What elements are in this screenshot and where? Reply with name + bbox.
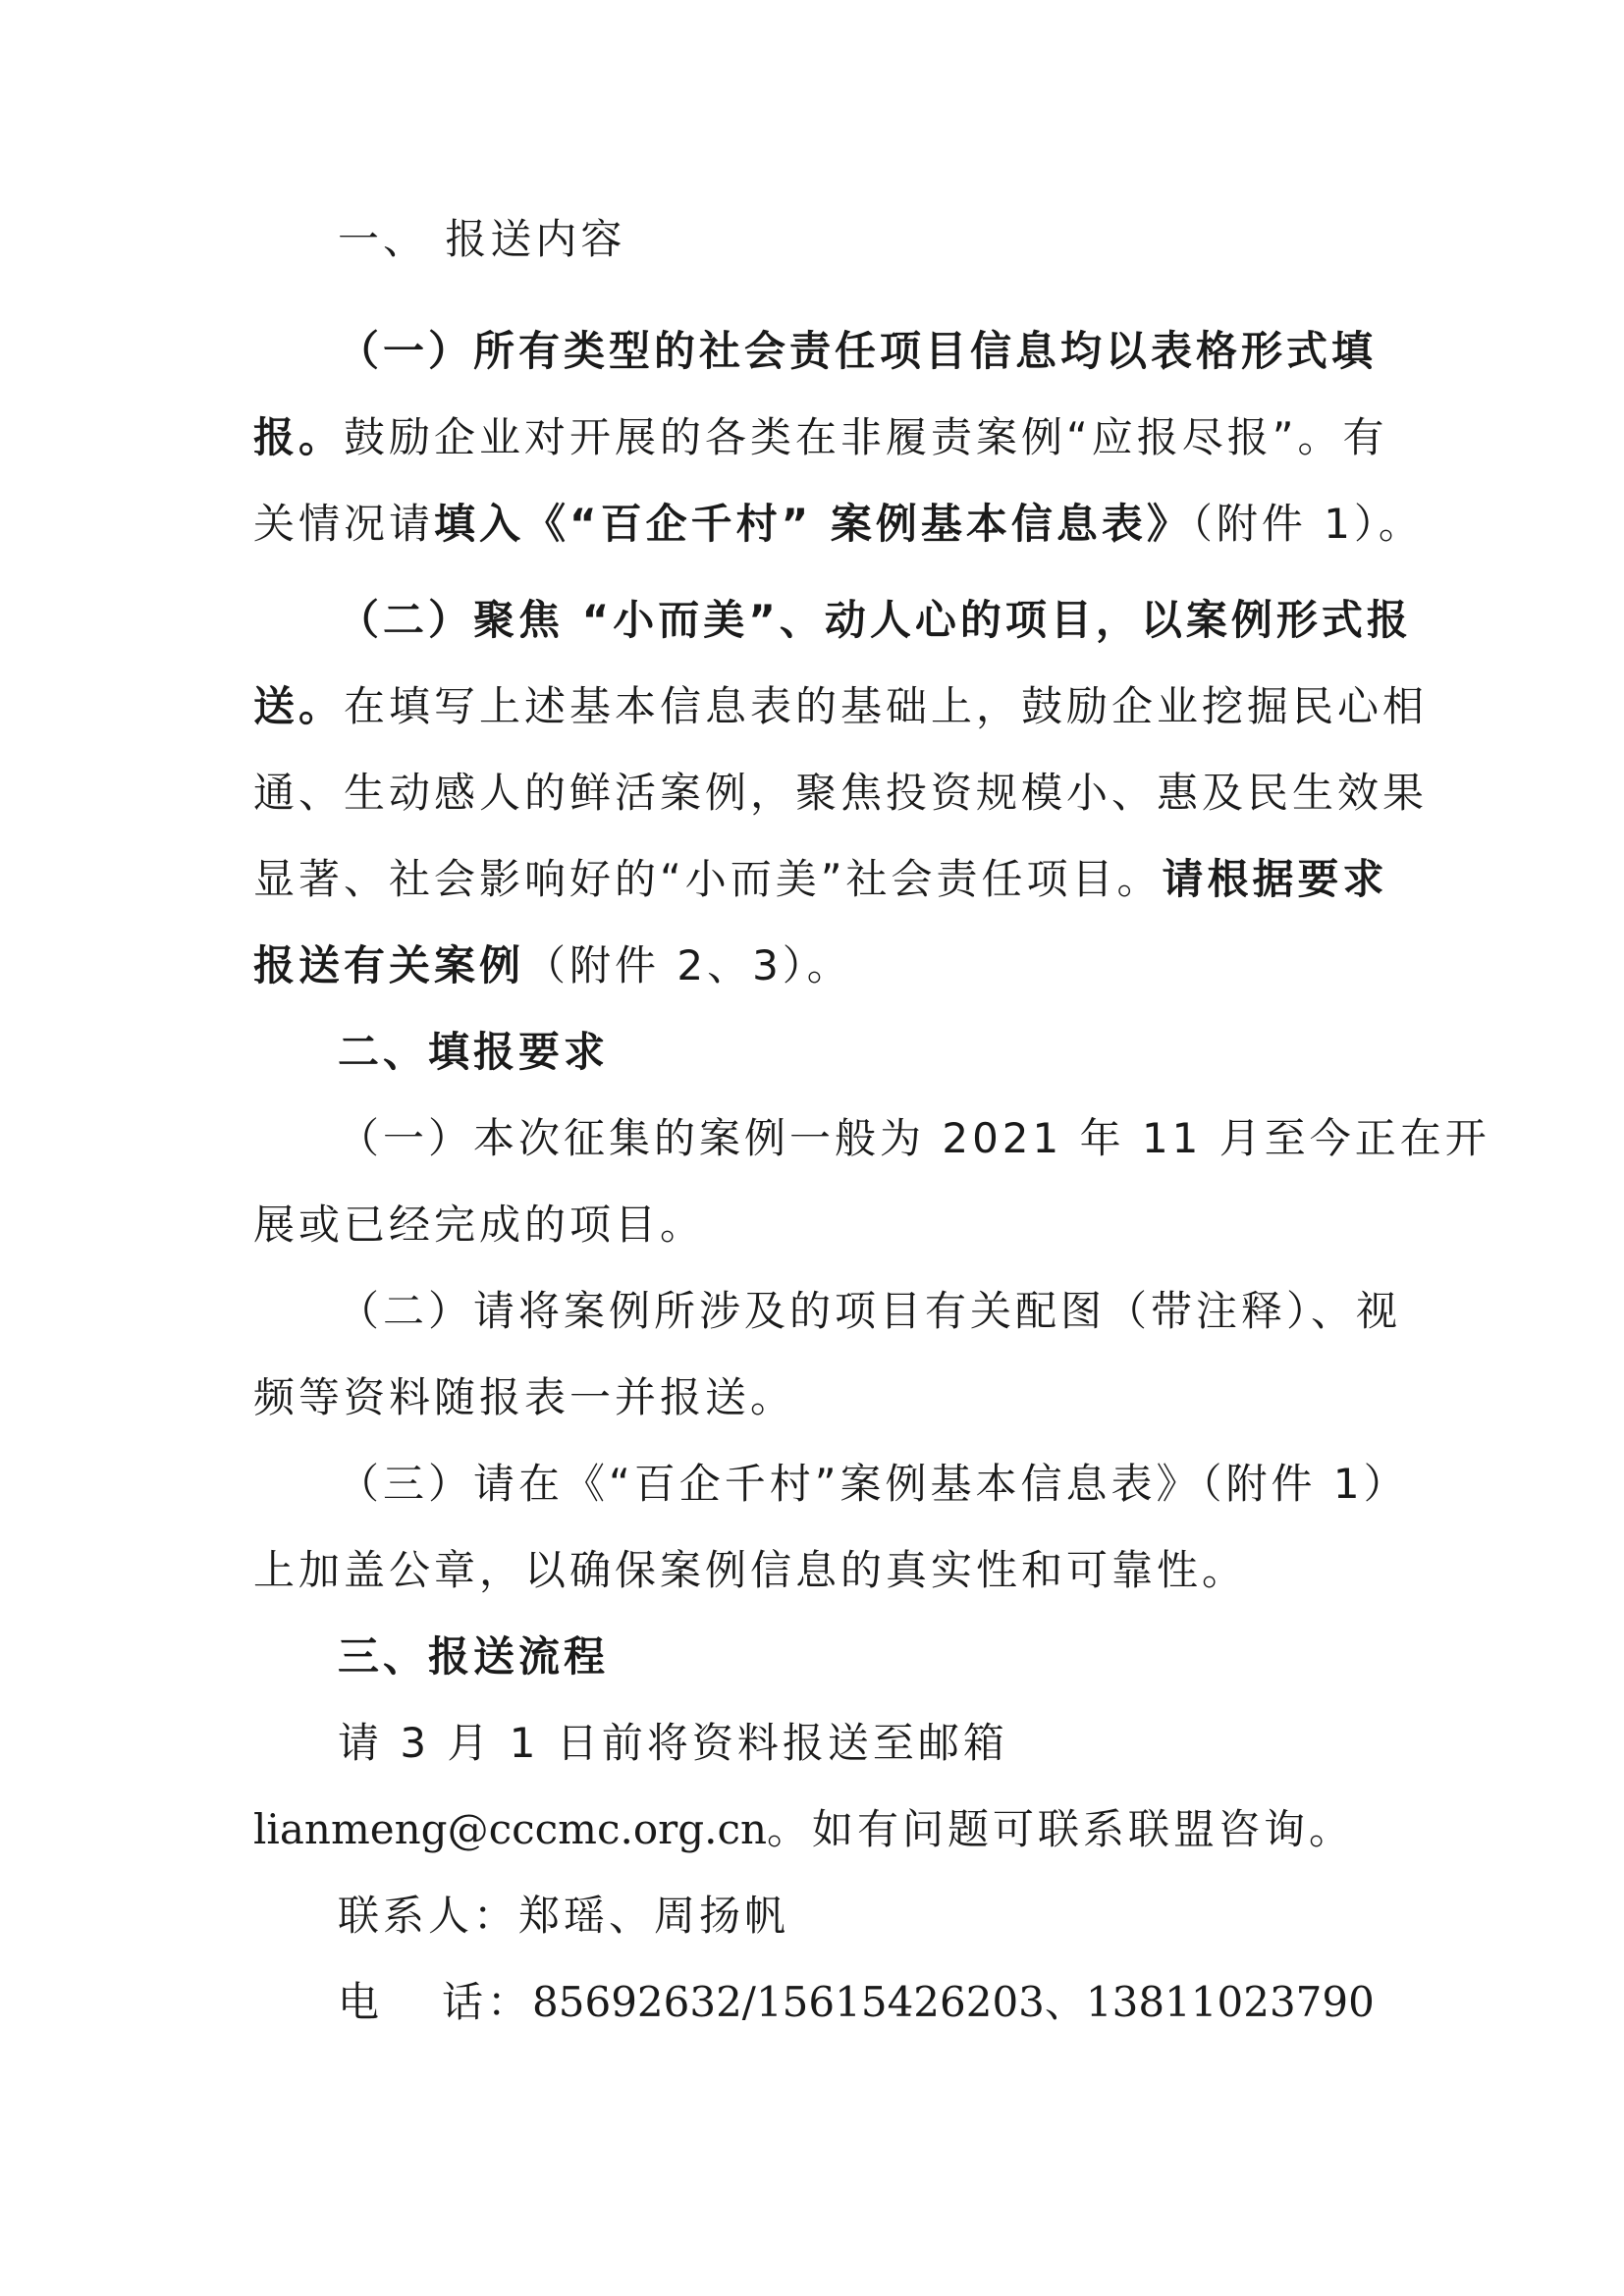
section3-line1 [253, 1700, 1382, 1787]
section2-heading [253, 1009, 1382, 1095]
section1-item1-bold-b: 报。 [253, 413, 345, 461]
section2-item3-line1 [253, 1441, 1409, 1527]
section1-heading [253, 196, 1382, 283]
section1-item2-tail-e: （附件 2、3）。 [524, 941, 852, 989]
contact-email-link[interactable]: lianmeng@cccmc.org.cn [253, 1805, 768, 1853]
section1-item1-line2 [253, 395, 1388, 481]
section1-item1-line3 [253, 481, 1424, 567]
section1-item1-line1 [253, 308, 1382, 395]
section1-item2-bold-a: （二）聚焦 “小而美”、动人心的项目，以案例形式报 [338, 596, 1412, 644]
section1-item2-line2 [253, 664, 1429, 750]
section1-item2-line5 [253, 923, 1382, 1009]
section2-item1-line2 [253, 1182, 1382, 1268]
section3-line2-tail: 。如有问题可联系联盟咨询。 [767, 1805, 1355, 1853]
section1-item1-text-b: 鼓励企业对开展的各类在非履责案例“应报尽报”。有 [344, 413, 1388, 461]
section2-item2-line2 [253, 1355, 1382, 1441]
section1-item1-bold-c: 填入《“百企千村” 案例基本信息表》 [434, 500, 1192, 548]
section1-item2-line3 [253, 750, 1429, 836]
phone-label-b: 话： [442, 1978, 533, 2026]
contact-phone-line [253, 1959, 1382, 2046]
section1-item2-line4 [253, 836, 1388, 923]
section2-item1-line1 [253, 1095, 1490, 1182]
section1-heading-text: 一、 报送内容 [338, 215, 626, 263]
section2-item3-text-b: 上加盖公章，以确保案例信息的真实性和可靠性。 [253, 1546, 1248, 1594]
section1-item2-text-d: 显著、社会影响好的“小而美”社会责任项目。 [253, 855, 1163, 903]
section3-line2 [253, 1787, 1382, 1873]
section2-item3-text-a: （三）请在《“百企千村”案例基本信息表》（附件 1） [338, 1460, 1409, 1508]
section2-item3-line2 [253, 1527, 1382, 1614]
section3-heading [253, 1614, 1382, 1700]
section2-item1-text-b: 展或已经完成的项目。 [253, 1201, 706, 1249]
section1-item2-text-b: 在填写上述基本信息表的基础上，鼓励企业挖掘民心相 [344, 682, 1429, 730]
phone-label-a: 电 [338, 1978, 384, 2026]
section3-submission-text: 请 3 月 1 日前将资料报送至邮箱 [338, 1719, 1008, 1767]
section2-item2-line1 [253, 1268, 1402, 1355]
section1-item2-bold-d: 请根据要求 [1162, 855, 1388, 903]
section1-item1-bold-a: （一）所有类型的社会责任项目信息均以表格形式填 [338, 327, 1378, 375]
section1-item1-tail-c: （附件 1）。 [1191, 500, 1424, 548]
contact-person-label: 联系人： [338, 1892, 519, 1940]
contact-person-line [253, 1873, 1382, 1959]
section2-item2-text-b: 频等资料随报表一并报送。 [253, 1373, 796, 1421]
section1-item1-text-c: 关情况请 [253, 500, 435, 548]
section3-heading-text: 三、报送流程 [338, 1632, 610, 1681]
document-page [253, 196, 1490, 2046]
section1-item2-text-c: 通、生动感人的鲜活案例，聚焦投资规模小、惠及民生效果 [253, 769, 1429, 817]
section1-item2-line1 [253, 577, 1412, 664]
section1-item2-bold-e: 报送有关案例 [253, 941, 525, 989]
section2-item1-text-a: （一）本次征集的案例一般为 2021 年 11 月至今正在开 [338, 1114, 1490, 1162]
section2-item2-text-a: （二）请将案例所涉及的项目有关配图（带注释）、视 [338, 1287, 1402, 1335]
phone-numbers: 85692632/15615426203、13811023790 [532, 1978, 1375, 2026]
contact-person-names: 郑瑶、周扬帆 [518, 1892, 790, 1940]
section2-heading-text: 二、填报要求 [338, 1028, 610, 1076]
section1-item2-bold-b: 送。 [253, 682, 345, 730]
